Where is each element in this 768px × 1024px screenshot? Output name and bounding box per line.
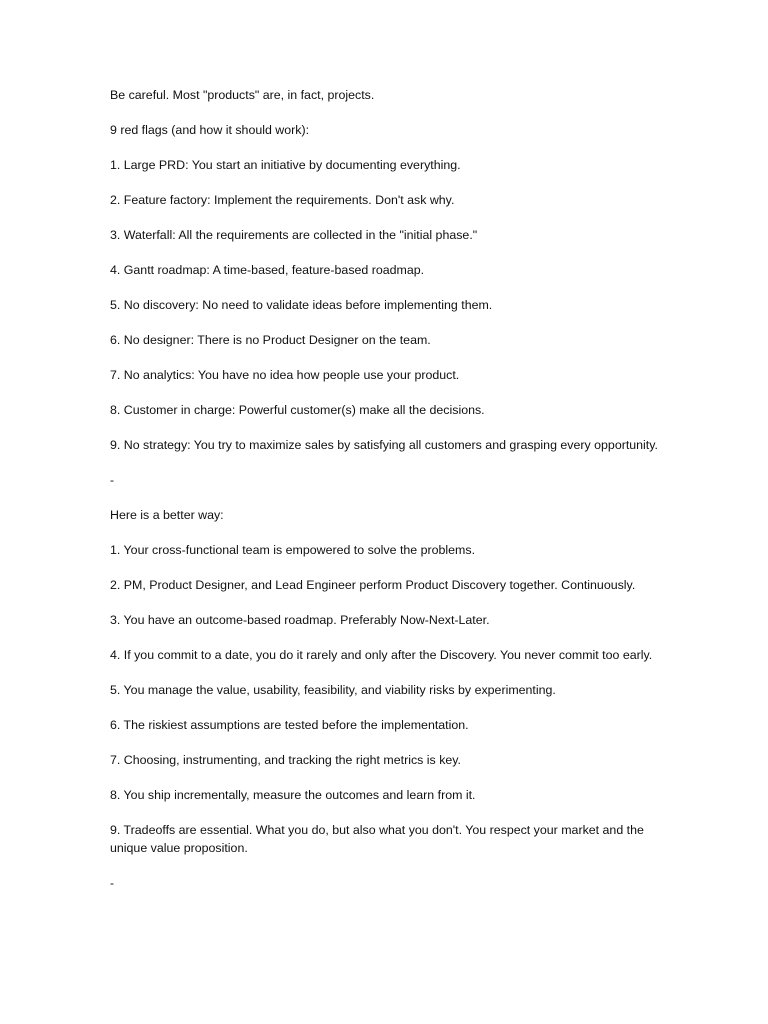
red-flag-item: 9. No strategy: You try to maximize sales by satisfying all customers and grasping every opportunity. <box>110 438 658 452</box>
red-flags-heading: 9 red flags (and how it should work): <box>110 123 310 137</box>
red-flag-item: 3. Waterfall: All the requirements are collected in the "initial phase." <box>110 228 478 242</box>
better-way-item: 5. You manage the value, usability, feasibility, and viability risks by experimenting. <box>110 683 556 697</box>
better-way-item: 9. Tradeoffs are essential. What you do, but also what you don't. You respect your market and the unique value proposition. <box>110 823 644 855</box>
better-way-item: 8. You ship incrementally, measure the outcomes and learn from it. <box>110 788 476 802</box>
better-way-heading: Here is a better way: <box>110 508 224 522</box>
red-flag-item: 1. Large PRD: You start an initiative by documenting everything. <box>110 158 461 172</box>
better-way-item: 4. If you commit to a date, you do it rarely and only after the Discovery. You never commit too early. <box>110 648 653 662</box>
red-flag-item: 4. Gantt roadmap: A time-based, feature-based roadmap. <box>110 263 425 277</box>
document-page <box>110 86 670 909</box>
section-separator: - <box>110 876 114 890</box>
better-way-item: 7. Choosing, instrumenting, and tracking the right metrics is key. <box>110 753 461 767</box>
section-separator: - <box>110 473 114 487</box>
intro-text: Be careful. Most "products" are, in fact, projects. <box>110 88 375 102</box>
red-flag-item: 2. Feature factory: Implement the requirements. Don't ask why. <box>110 193 455 207</box>
better-way-item: 1. Your cross-functional team is empowered to solve the problems. <box>110 543 476 557</box>
red-flag-item: 7. No analytics: You have no idea how people use your product. <box>110 368 460 382</box>
red-flag-item: 8. Customer in charge: Powerful customer(s) make all the decisions. <box>110 403 485 417</box>
red-flag-item: 5. No discovery: No need to validate ideas before implementing them. <box>110 298 493 312</box>
red-flag-item: 6. No designer: There is no Product Designer on the team. <box>110 333 431 347</box>
better-way-item: 3. You have an outcome-based roadmap. Preferably Now-Next-Later. <box>110 613 490 627</box>
better-way-item: 6. The riskiest assumptions are tested before the implementation. <box>110 718 469 732</box>
better-way-item: 2. PM, Product Designer, and Lead Engineer perform Product Discovery together. Continuously. <box>110 578 636 592</box>
